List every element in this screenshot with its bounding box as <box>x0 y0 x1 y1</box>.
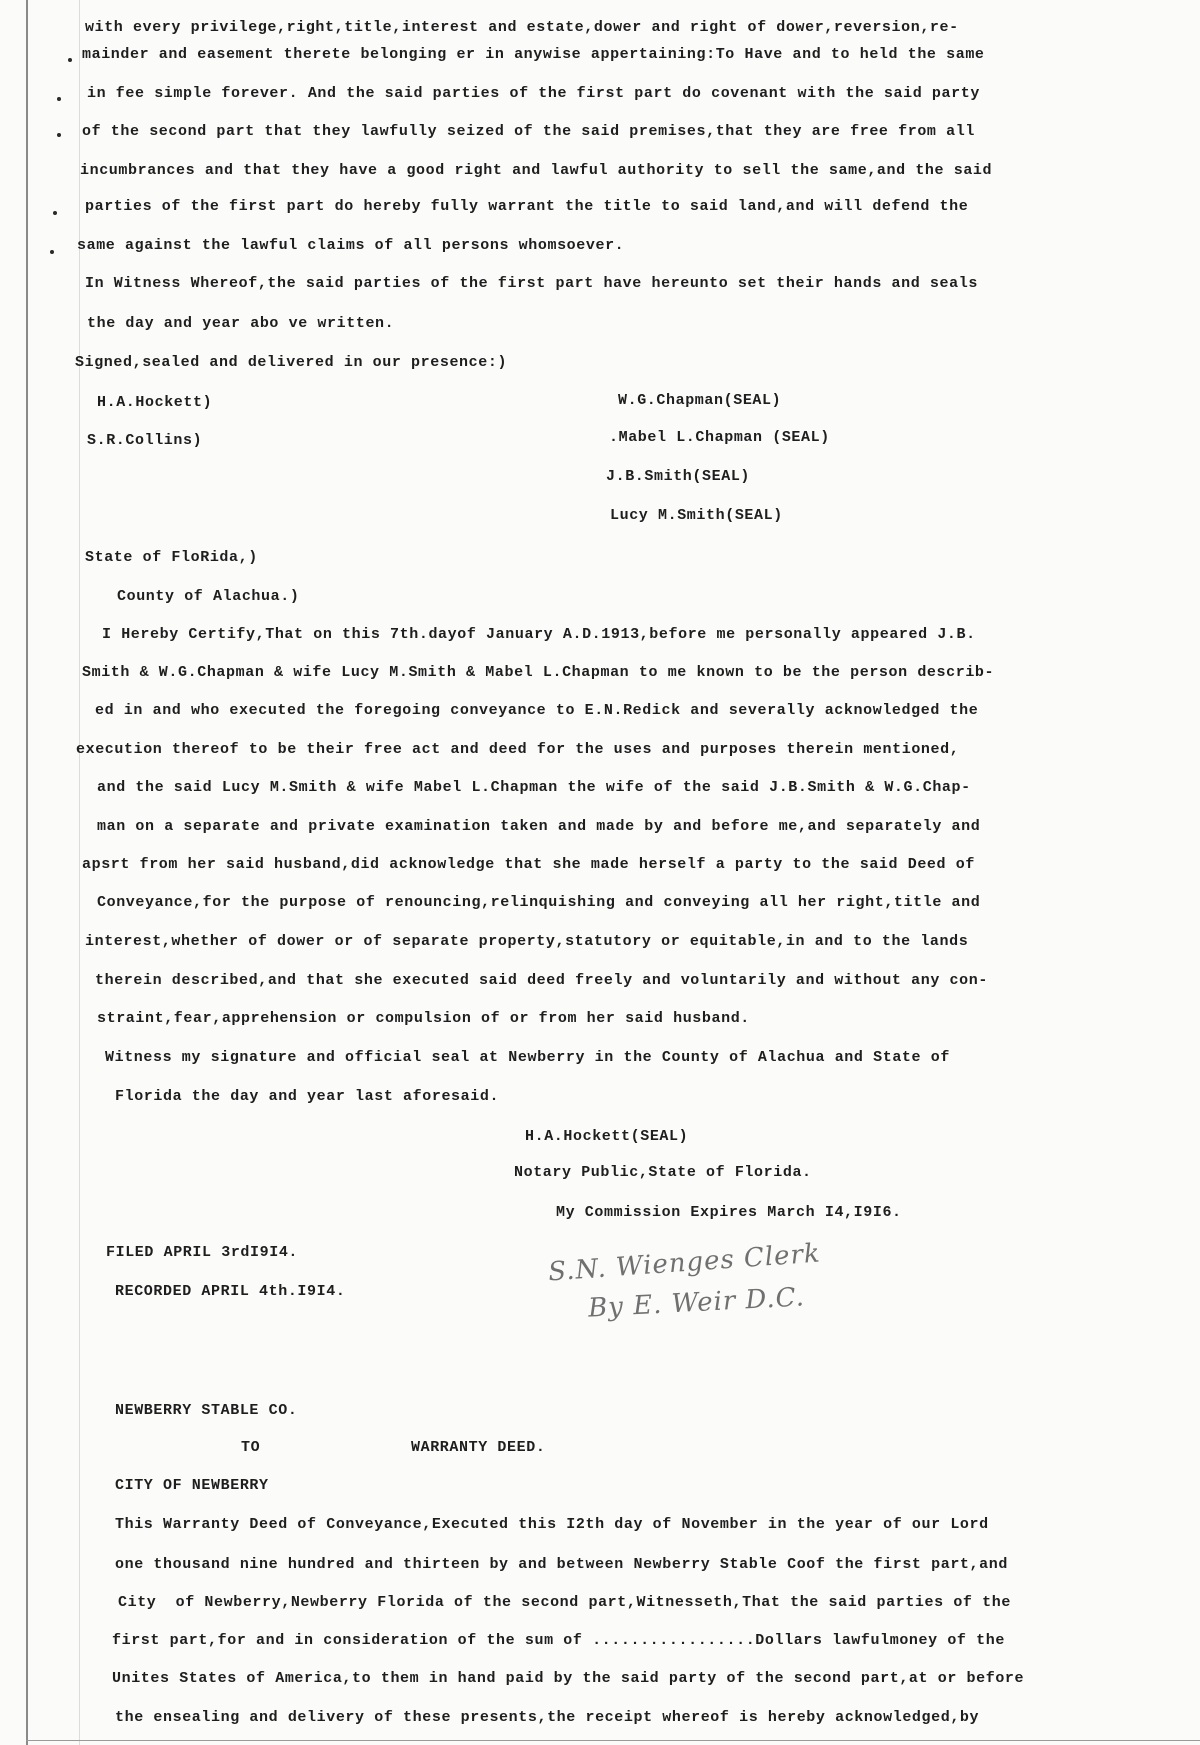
filed-date: FILED APRIL 3rdI9I4. <box>106 1244 299 1261</box>
signer-name: J.B.Smith(SEAL) <box>606 468 751 485</box>
notary-title: Notary Public,State of Florida. <box>514 1164 812 1181</box>
certificate-line: ed in and who executed the foregoing conveyance to E.N.Redick and severally acknowledged the <box>95 702 979 719</box>
deed-text-line: same against the lawful claims of all persons whomsoever. <box>77 237 625 254</box>
margin-dot <box>57 97 61 101</box>
venue-county: County of Alachua.) <box>117 588 300 605</box>
certificate-line: I Hereby Certify,That on this 7th.dayof January A.D.1913,before me personally appeared J.B. <box>102 626 976 643</box>
certificate-line: therein described,and that she executed said deed freely and voluntarily and without any con- <box>95 972 988 989</box>
deed-text-line: the day and year abo ve written. <box>87 315 395 332</box>
certificate-line: Smith & W.G.Chapman & wife Lucy M.Smith & Mabel L.Chapman to me known to be the person describ- <box>82 664 995 681</box>
deed-text-line: Signed,sealed and delivered in our presence:) <box>75 354 508 371</box>
second-deed-line: one thousand nine hundred and thirteen by and between Newberry Stable Coof the first part,and <box>115 1556 1008 1573</box>
witness-name: S.R.Collins) <box>87 432 203 449</box>
deed-text-line: with every privilege,right,title,interest and estate,dower and right of dower,reversion,re- <box>85 19 959 36</box>
second-deed-grantee: CITY OF NEWBERRY <box>115 1477 269 1494</box>
certificate-line: and the said Lucy M.Smith & wife Mabel L.Chapman the wife of the said J.B.Smith & W.G.Chap- <box>97 779 971 796</box>
recorded-date: RECORDED APRIL 4th.I9I4. <box>115 1283 346 1300</box>
second-deed-type: WARRANTY DEED. <box>411 1439 546 1456</box>
signer-name: W.G.Chapman(SEAL) <box>618 392 782 409</box>
venue-state: State of FloRida,) <box>85 549 258 566</box>
certificate-line: execution thereof to be their free act and deed for the uses and purposes therein mentioned, <box>76 741 960 758</box>
deed-text-line: In Witness Whereof,the said parties of the first part have hereunto set their hands and seals <box>85 275 978 292</box>
certificate-line: Witness my signature and official seal at Newberry in the County of Alachua and State of <box>105 1049 950 1066</box>
certificate-line: Florida the day and year last aforesaid. <box>115 1088 500 1105</box>
deed-text-line: parties of the first part do hereby fully warrant the title to said land,and will defend the <box>85 198 969 215</box>
notary-commission: My Commission Expires March I4,I9I6. <box>556 1204 902 1221</box>
deed-text-line: in fee simple forever. And the said parties of the first part do covenant with the said party <box>87 85 980 102</box>
second-deed-line: the ensealing and delivery of these presents,the receipt whereof is hereby acknowledged,by <box>115 1709 980 1726</box>
certificate-line: Conveyance,for the purpose of renouncing,relinquishing and conveying all her right,title and <box>97 894 981 911</box>
certificate-line: man on a separate and private examination taken and made by and before me,and separately and <box>97 818 981 835</box>
second-deed-line: This Warranty Deed of Conveyance,Executed this I2th day of November in the year of our Lord <box>115 1516 989 1533</box>
signer-name: Lucy M.Smith(SEAL) <box>610 507 783 524</box>
second-deed-line: Unites States of America,to them in hand paid by the said party of the second part,at or before <box>112 1670 1025 1687</box>
deed-text-line: mainder and easement therete belonging er in anywise appertaining:To Have and to held the same <box>82 46 985 63</box>
notary-name: H.A.Hockett(SEAL) <box>525 1128 689 1145</box>
margin-dot <box>53 211 57 215</box>
certificate-line: interest,whether of dower or of separate property,statutory or equitable,in and to the lands <box>85 933 969 950</box>
second-deed-grantor: NEWBERRY STABLE CO. <box>115 1402 298 1419</box>
page-binding-edge <box>26 0 28 1745</box>
second-deed-line: City of Newberry,Newberry Florida of the second part,Witnesseth,That the said parties of the <box>118 1594 1011 1611</box>
clerk-signature: S.N. Wienges Clerk <box>547 1238 822 1288</box>
witness-name: H.A.Hockett) <box>97 394 213 411</box>
second-deed-line: first part,for and in consideration of the sum of .................Dollars lawfulmoney of the <box>112 1632 1005 1649</box>
signer-name: .Mabel L.Chapman (SEAL) <box>609 429 830 446</box>
margin-dot <box>57 133 61 137</box>
margin-dot <box>50 250 54 254</box>
deed-text-line: of the second part that they lawfully seized of the said premises,that they are free from all <box>82 123 975 140</box>
deputy-clerk-signature: By E. Weir D.C. <box>587 1282 806 1324</box>
certificate-line: straint,fear,apprehension or compulsion of or from her said husband. <box>97 1010 750 1027</box>
second-deed-to: TO <box>241 1439 261 1456</box>
deed-text-line: incumbrances and that they have a good right and lawful authority to sell the same,and the said <box>80 162 993 179</box>
margin-rule <box>79 0 80 1745</box>
certificate-line: apsrt from her said husband,did acknowledge that she made herself a party to the said Deed of <box>82 856 975 873</box>
page-bottom-edge <box>26 1740 1200 1741</box>
margin-dot <box>68 58 72 62</box>
